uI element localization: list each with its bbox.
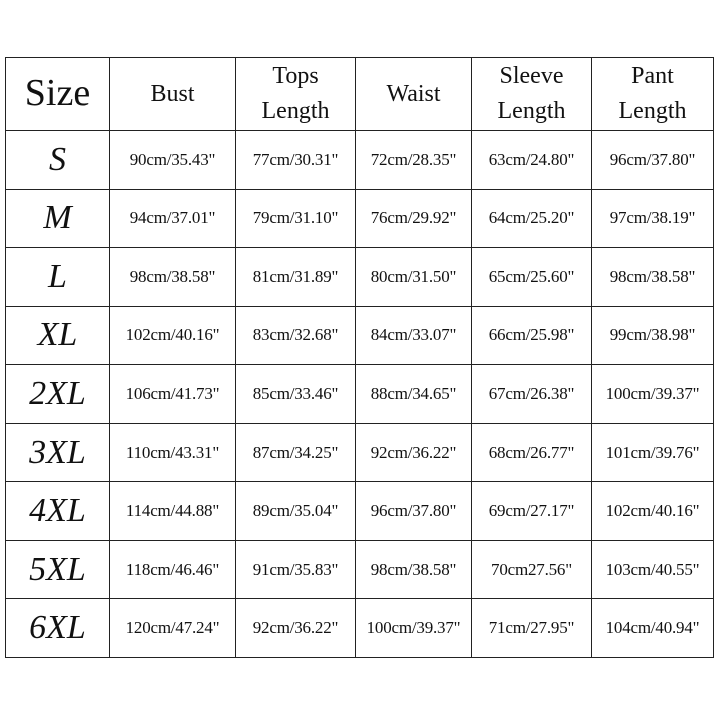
table-row <box>6 131 714 190</box>
header-row <box>6 58 714 131</box>
bust-cell: 118cm/46.46" <box>110 540 236 599</box>
sleeve-length-cell: 66cm/25.98" <box>472 306 592 365</box>
bust-cell: 120cm/47.24" <box>110 599 236 658</box>
pant-length-cell: 100cm/39.37" <box>592 365 714 424</box>
header-pant-length-line2: Length <box>618 98 687 124</box>
header-pant-length <box>592 58 714 131</box>
table-row <box>6 306 714 365</box>
header-waist <box>356 58 472 131</box>
pant-length-cell: 97cm/38.19" <box>592 189 714 248</box>
pant-length-cell: 103cm/40.55" <box>592 540 714 599</box>
size-cell: M <box>6 189 110 248</box>
bust-cell: 90cm/35.43" <box>110 131 236 190</box>
waist-cell: 100cm/39.37" <box>356 599 472 658</box>
header-size <box>6 58 110 131</box>
waist-cell: 76cm/29.92" <box>356 189 472 248</box>
sleeve-length-cell: 65cm/25.60" <box>472 248 592 307</box>
waist-cell: 96cm/37.80" <box>356 482 472 541</box>
waist-cell: 80cm/31.50" <box>356 248 472 307</box>
size-cell: 5XL <box>6 540 110 599</box>
pant-length-cell: 104cm/40.94" <box>592 599 714 658</box>
header-waist-label: Waist <box>386 80 441 107</box>
tops-length-cell: 91cm/35.83" <box>236 540 356 599</box>
header-size-label: Size <box>24 72 91 115</box>
sleeve-length-cell: 63cm/24.80" <box>472 131 592 190</box>
table-row <box>6 248 714 307</box>
sleeve-length-cell: 69cm/27.17" <box>472 482 592 541</box>
bust-cell: 102cm/40.16" <box>110 306 236 365</box>
tops-length-cell: 87cm/34.25" <box>236 423 356 482</box>
header-sleeve-length-line1: Sleeve <box>499 63 564 90</box>
tops-length-cell: 79cm/31.10" <box>236 189 356 248</box>
waist-cell: 88cm/34.65" <box>356 365 472 424</box>
header-tops-length-line1: Tops <box>272 63 319 90</box>
tops-length-cell: 81cm/31.89" <box>236 248 356 307</box>
table-row <box>6 423 714 482</box>
sleeve-length-cell: 71cm/27.95" <box>472 599 592 658</box>
waist-cell: 98cm/38.58" <box>356 540 472 599</box>
size-cell: 4XL <box>6 482 110 541</box>
sleeve-length-cell: 70cm27.56" <box>472 540 592 599</box>
table-row <box>6 365 714 424</box>
size-cell: 2XL <box>6 365 110 424</box>
size-cell: S <box>6 131 110 190</box>
waist-cell: 84cm/33.07" <box>356 306 472 365</box>
waist-cell: 92cm/36.22" <box>356 423 472 482</box>
header-sleeve-length-line2: Length <box>497 98 566 124</box>
sleeve-length-cell: 64cm/25.20" <box>472 189 592 248</box>
size-cell: XL <box>6 306 110 365</box>
table-row <box>6 482 714 541</box>
pant-length-cell: 99cm/38.98" <box>592 306 714 365</box>
bust-cell: 94cm/37.01" <box>110 189 236 248</box>
tops-length-cell: 77cm/30.31" <box>236 131 356 190</box>
size-cell: L <box>6 248 110 307</box>
size-chart-table <box>5 57 714 658</box>
header-bust-label: Bust <box>150 80 195 107</box>
header-pant-length-line1: Pant <box>631 63 674 90</box>
header-bust <box>110 58 236 131</box>
tops-length-cell: 85cm/33.46" <box>236 365 356 424</box>
table-row <box>6 189 714 248</box>
bust-cell: 106cm/41.73" <box>110 365 236 424</box>
pant-length-cell: 96cm/37.80" <box>592 131 714 190</box>
pant-length-cell: 98cm/38.58" <box>592 248 714 307</box>
bust-cell: 110cm/43.31" <box>110 423 236 482</box>
table-row <box>6 599 714 658</box>
sleeve-length-cell: 68cm/26.77" <box>472 423 592 482</box>
pant-length-cell: 101cm/39.76" <box>592 423 714 482</box>
pant-length-cell: 102cm/40.16" <box>592 482 714 541</box>
bust-cell: 98cm/38.58" <box>110 248 236 307</box>
header-sleeve-length <box>472 58 592 131</box>
header-tops-length-line2: Length <box>261 98 330 124</box>
tops-length-cell: 83cm/32.68" <box>236 306 356 365</box>
tops-length-cell: 89cm/35.04" <box>236 482 356 541</box>
table-row <box>6 540 714 599</box>
header-tops-length <box>236 58 356 131</box>
size-cell: 3XL <box>6 423 110 482</box>
sleeve-length-cell: 67cm/26.38" <box>472 365 592 424</box>
waist-cell: 72cm/28.35" <box>356 131 472 190</box>
size-cell: 6XL <box>6 599 110 658</box>
bust-cell: 114cm/44.88" <box>110 482 236 541</box>
tops-length-cell: 92cm/36.22" <box>236 599 356 658</box>
